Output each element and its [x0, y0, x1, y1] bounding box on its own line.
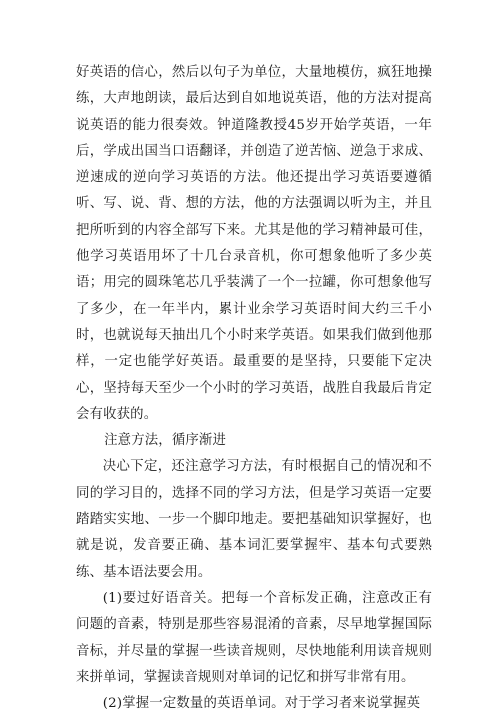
paragraph-pronunciation: (1)要过好语音关。把每一个音标发正确，注意改正有问题的音素，特别是那些容易混淆的音素，尽早地掌握国际音标，并尽量的掌握一些读音规则，尽快地能利用读音规则来拼单词，掌握读音规则对单词的记忆和拼写非常有用。	[76, 590, 432, 685]
paragraph-speaking-method: 好英语的信心，然后以句子为单位，大量地模仿，疯狂地操练，大声地朗读，最后达到自如地说英语，他的方法对提高说英语的能力很奏效。钟道隆教授45岁开始学英语，一年后，学成出国当口语翻译，并创造了逆苦恼、逆急于求成、逆速成的逆向学习英语的方法。他还提出学习英语要遵循听、写、说、背、想的方法，他的方法强调以听为主，并且把所听到的内容全部写下来。尤其是他的学习精神最可佳，他学习英语用坏了十几台录音机，你可想象他听了多少英语；用完的圆珠笔芯几乎装满了一个一拉罐，你可想象他写了多少，在一年半内，累计业余学习英语时间大约三千小时，也就说每天抽出几个小时来学英语。如果我们做到他那样，一定也能学好英语。最重要的是坚持，只要能下定决心，坚持每天至少一个小时的学习英语，战胜自我最后肯定会有收获的。	[76, 65, 432, 422]
paragraph-vocabulary: (2)掌握一定数量的英语单词。对于学习者来说掌握英	[102, 696, 421, 712]
section-heading-method: 注意方法，循序渐进	[104, 433, 226, 449]
paragraph-determination: 决心下定，还注意学习方法，有时根据自己的情况和不同的学习目的，选择不同的学习方法，但是学习英语一定要踏踏实实地、一步一个脚印地走。要把基础知识掌握好，也就是说，发音要正确、基本词汇要掌握牢、基本句式要熟练、基本语法要会用。	[76, 459, 432, 580]
document-page	[76, 60, 432, 717]
